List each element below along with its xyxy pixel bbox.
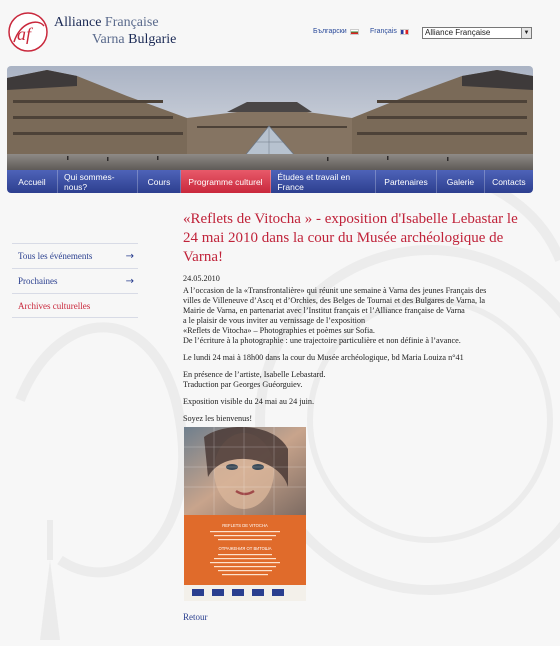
article-paragraph-welcome: Soyez les bienvenus! xyxy=(183,414,253,423)
arrow-right-icon: → xyxy=(125,275,134,287)
banner-image-louvre xyxy=(7,66,533,170)
lang-bulgarian-label: Български xyxy=(313,28,347,35)
paragraph-line: villes de Villeneuve d’Ascq et d’Orchies, des Belges de Tournai et des Bulgares de Varna, la xyxy=(183,296,486,305)
brand-alliance: Alliance xyxy=(54,15,102,30)
back-link[interactable]: Retour xyxy=(183,612,208,622)
arrow-right-icon: → xyxy=(125,250,134,262)
nav-item-0[interactable]: Accueil xyxy=(7,170,58,193)
article-paragraph-intro xyxy=(183,286,533,346)
paragraph-line: a le plaisir de vous inviter au vernissage de l’exposition xyxy=(183,316,366,325)
site-header xyxy=(0,0,560,62)
nav-item-7[interactable]: Contacts xyxy=(492,176,526,187)
lang-french-label: Français xyxy=(370,28,397,35)
paragraph-line: A l’occasion de la «Transfrontalière» qui réunit une semaine à Varna des jeunes Français des xyxy=(183,286,487,295)
site-select[interactable] xyxy=(422,27,532,39)
nav-item-4[interactable]: Études et travail en France xyxy=(271,170,376,193)
sidebar-item-label: Tous les événements xyxy=(18,251,93,261)
sidebar-item-upcoming[interactable] xyxy=(12,268,138,293)
nav-item-2[interactable]: Cours xyxy=(138,170,180,193)
sidebar-menu xyxy=(12,243,138,318)
article-paragraph-dates: Exposition visible du 24 mai au 24 juin. xyxy=(183,397,314,406)
article-paragraph-when: Le lundi 24 mai à 18h00 dans la cour du Musée archéologique, bd Maria Louiza n°41 xyxy=(183,353,464,362)
sidebar-item-label: Archives culturelles xyxy=(18,300,91,311)
site-select-value: Alliance Française xyxy=(425,28,491,37)
sidebar-item-label: Prochaines xyxy=(18,276,58,286)
sidebar-item-archives[interactable] xyxy=(12,293,138,318)
poster-title-bg: ОТРАЖЕНИЯ ОТ ВИТОША xyxy=(218,546,272,551)
france-flag-icon xyxy=(400,29,409,35)
lang-bulgarian-link[interactable] xyxy=(313,28,359,35)
article-date: 24.05.2010 xyxy=(183,274,220,283)
brand-name xyxy=(54,14,176,48)
svg-text:af: af xyxy=(17,24,32,44)
paragraph-line: En présence de l’artiste, Isabelle Lebastard. xyxy=(183,370,326,379)
sidebar-item-all-events[interactable] xyxy=(12,243,138,268)
chevron-down-icon[interactable]: ▼ xyxy=(521,28,531,38)
nav-item-3[interactable]: Programme culturel xyxy=(181,170,272,193)
nav-item-5[interactable]: Partenaires xyxy=(376,170,437,193)
brand-bulgarie: Bulgarie xyxy=(128,32,177,47)
main-navigation xyxy=(7,170,533,193)
article-title: «Reflets de Vitocha » - exposition d'Isabelle Lebastar le 24 mai 2010 dans la cour du Musée archéologique de Varna! xyxy=(183,211,518,265)
article-content xyxy=(183,210,533,431)
nav-item-1[interactable]: Qui sommes-nous? xyxy=(58,170,138,193)
alliance-francaise-logo[interactable] xyxy=(8,12,48,52)
poster-title-fr: REFLETS DE VITOCHA xyxy=(222,523,268,528)
paragraph-line: De l’écriture à la photographie : une trajectoire particulière et non définie à l’avance. xyxy=(183,336,461,345)
paragraph-line: «Reflets de Vitocha» – Photographies et poèmes sur Sofia. xyxy=(183,326,375,335)
lang-french-link[interactable] xyxy=(370,28,409,35)
exhibition-poster-image[interactable] xyxy=(184,427,306,601)
brand-francaise: Française xyxy=(104,15,159,30)
paragraph-line: Traduction par Georges Guéorguiev. xyxy=(183,380,303,389)
article-paragraph-presence xyxy=(183,370,533,390)
paragraph-line: Mairie de Varna, en partenariat avec l’Institut français et l’Alliance française de Varna xyxy=(183,306,465,315)
brand-varna: Varna xyxy=(92,32,125,47)
bulgaria-flag-icon xyxy=(350,29,359,35)
nav-item-6[interactable]: Galerie xyxy=(437,170,485,193)
